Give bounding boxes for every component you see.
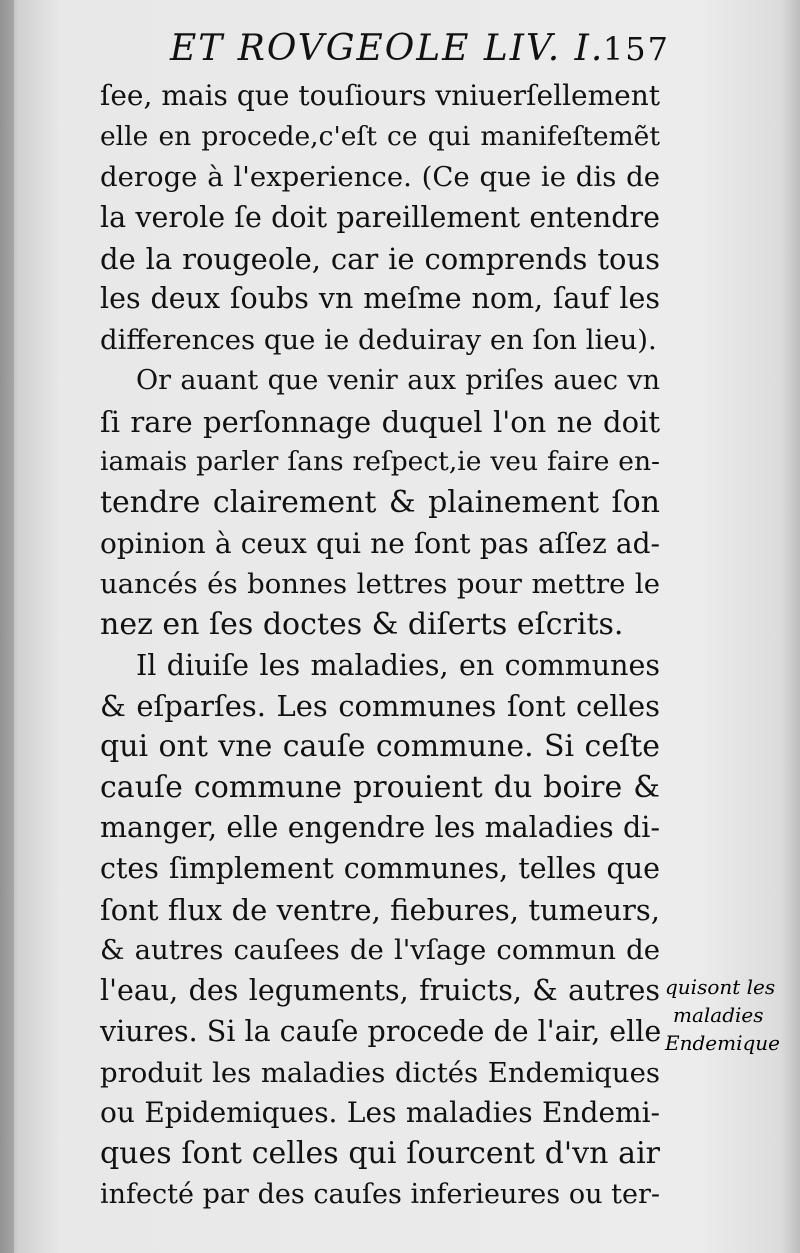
text-line: produit les maladies dictés Endemiques: [100, 1056, 660, 1089]
text-line: differences que ie deduiray en ſon lieu).: [100, 324, 657, 357]
text-line: manger, elle engendre les maladies di-: [100, 811, 660, 845]
text-line: qui ont vne cauſe commune. Si ceſte: [100, 729, 660, 764]
text-line: uancés és bonnes lettres pour mettre le: [100, 568, 660, 601]
text-line: iamais parler ſans reſpect,ie veu faire en-: [100, 446, 660, 478]
margin-note-line: maladies: [673, 1003, 764, 1027]
text-line: elle en procede,c'eſt ce qui manifeſtemẽt: [100, 120, 660, 152]
page-edge-shadow: [0, 0, 14, 1253]
text-line: infecté par des cauſes inferieures ou ter-: [100, 1178, 660, 1210]
margin-note-line: quisont les: [665, 975, 776, 999]
text-line: & eſparſes. Les communes ſont celles: [100, 689, 660, 724]
text-line: l'eau, des leguments, fruicts, & autres: [100, 974, 660, 1008]
page-header: [170, 28, 670, 72]
text-line: cauſe commune prouient du boire &: [100, 769, 660, 805]
text-line: ou Epidemiques. Les maladies Endemi-: [100, 1096, 660, 1130]
text-line: ques ſont celles qui ſourcent d'vn air: [100, 1135, 660, 1171]
text-line: ſont flux de ventre, fiebures, tumeurs,: [100, 892, 660, 927]
body-text: [100, 76, 660, 1215]
text-line: tendre clairement & plainement ſon: [100, 484, 660, 520]
text-line: ctes ſimplement communes, telles que: [100, 852, 660, 886]
handwritten-margin-note: [665, 973, 795, 1057]
text-line: ſee, mais que touſiours vniuerſellement: [100, 79, 660, 112]
text-line: Or auant que venir aux priſes auec vn: [136, 364, 660, 396]
text-line: nez en ſes doctes & diſerts eſcrits.: [100, 606, 624, 642]
text-line: les deux ſoubs vn meſme nom, ſauf les: [100, 282, 660, 316]
text-line: Il diuiſe les maladies, en communes: [136, 648, 660, 682]
text-line: de la rougeole, car ie comprends tous: [100, 241, 660, 276]
text-line: la verole ſe doit pareillement entendre: [100, 201, 660, 235]
text-line: opinion à ceux qui ne ſont pas aſſez ad-: [100, 526, 660, 560]
text-line: & autres cauſees de l'vſage commun de: [100, 934, 660, 967]
running-title: ET ROVGEOLE LIV. I.: [170, 28, 605, 69]
page-number: 157: [602, 30, 670, 68]
text-line: deroge à l'experience. (Ce que ie dis de: [100, 161, 660, 194]
text-line: ſi rare perſonnage duquel l'on ne doit: [100, 404, 660, 439]
margin-note-line: Endemique: [665, 1031, 780, 1055]
text-line: viures. Si la cauſe procede de l'air, elle: [100, 1014, 662, 1048]
